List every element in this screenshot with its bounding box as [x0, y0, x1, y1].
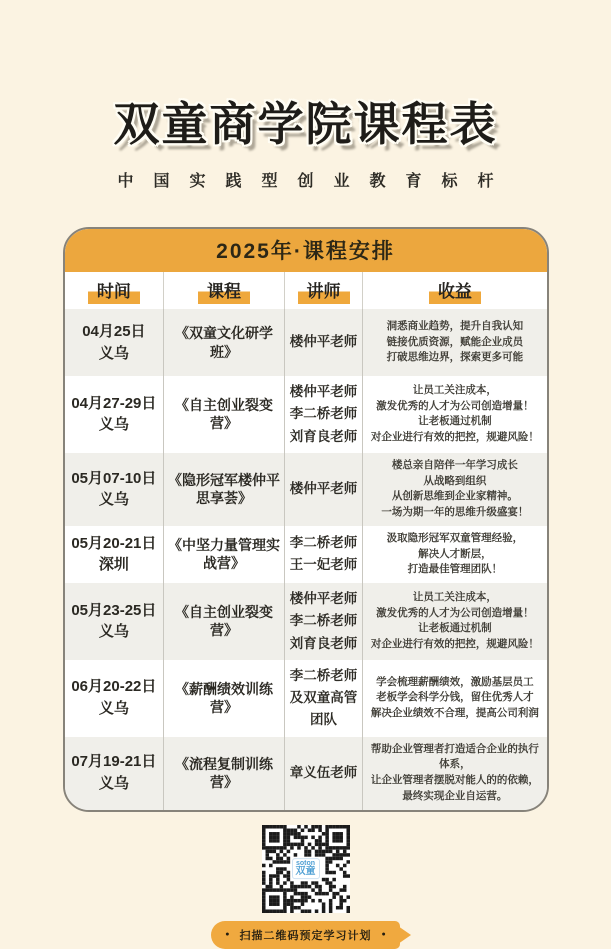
benefit-text: 最终实现企业自运营。 — [402, 789, 508, 802]
teacher-name: 楼仲平老师 — [289, 481, 358, 497]
time-text: 07月19-21日 — [71, 753, 157, 771]
time-text: 05月23-25日 — [71, 601, 157, 619]
benefit-text: 打破思维边界，探索更多可能 — [386, 351, 524, 364]
qr-center-logo — [292, 858, 320, 880]
teacher-name: 李二桥老师 — [289, 667, 358, 683]
benefit-text: 让员工关注成本， — [412, 590, 497, 603]
time-text: 义乌 — [98, 491, 129, 509]
column-header-teacher-label: 讲师 — [298, 277, 350, 305]
time-text: 04月25日 — [82, 322, 146, 340]
course-title: 《双童文化研学班》 — [175, 325, 274, 360]
course-cell — [164, 376, 285, 453]
benefit-cell — [363, 737, 546, 810]
benefit-text: 学会梳理薪酬绩效，激励基层员工 — [376, 675, 534, 688]
benefit-text: 对企业进行有效的把控，规避风险！ — [370, 638, 539, 651]
benefit-text: 楼总亲自陪伴一年学习成长 — [391, 458, 518, 471]
course-title: 《自主创业裂变营》 — [175, 397, 274, 432]
course-title: 《中坚力量管理实战营》 — [168, 537, 281, 572]
teacher-cell — [285, 583, 364, 660]
teacher-name: 楼仲平老师 — [289, 591, 358, 607]
time-text: 05月20-21日 — [71, 534, 157, 552]
teacher-cell — [285, 526, 364, 583]
footer-banner — [211, 921, 399, 949]
course-title: 《薪酬绩效训练营》 — [175, 681, 274, 716]
course-cell — [164, 526, 285, 583]
column-header-benefit-label: 收益 — [429, 277, 481, 305]
banner-left-dot: ● — [225, 931, 230, 939]
title-block — [0, 0, 611, 191]
time-text: 06月20-22日 — [71, 678, 157, 696]
column-header-course — [164, 272, 285, 309]
page-title: 双童商学院课程表 — [113, 98, 498, 150]
benefit-cell — [363, 583, 546, 660]
course-title: 《自主创业裂变营》 — [175, 604, 274, 639]
time-text: 义乌 — [98, 416, 129, 434]
benefit-text: 帮助企业管理者打造适合企业的执行体系， — [370, 742, 539, 771]
benefit-cell — [363, 660, 546, 737]
course-title: 《隐形冠军楼仲平思享荟》 — [168, 472, 281, 507]
banner-label: 扫描二维码预定学习计划 — [239, 929, 372, 942]
time-cell — [65, 583, 165, 660]
teacher-name: 李二桥老师 — [289, 535, 358, 551]
time-cell — [65, 453, 165, 526]
banner-arrow-icon — [398, 926, 411, 944]
benefit-cell — [363, 453, 546, 526]
benefit-text: 解决企业绩效不合理，提高公司利润 — [370, 707, 539, 720]
table-row — [65, 526, 547, 583]
schedule-card — [63, 227, 549, 812]
teacher-cell — [285, 453, 364, 526]
table-row — [65, 737, 547, 810]
time-cell — [65, 309, 165, 376]
course-cell — [164, 660, 285, 737]
time-text: 义乌 — [98, 775, 129, 793]
benefit-text: 让员工关注成本， — [412, 383, 497, 396]
teacher-cell — [285, 660, 364, 737]
column-header-teacher — [285, 272, 364, 309]
time-text: 深圳 — [98, 556, 129, 574]
teacher-name: 章义伍老师 — [289, 765, 358, 780]
teacher-name: 刘育良老师 — [289, 428, 358, 444]
course-cell — [164, 309, 285, 376]
benefit-text: 解决人才断层， — [418, 547, 492, 560]
benefit-text: 打造最佳管理团队！ — [407, 563, 503, 576]
teacher-name: 楼仲平老师 — [289, 384, 358, 399]
column-header-course-label: 课程 — [198, 277, 250, 305]
table-row — [65, 376, 547, 453]
teacher-cell — [285, 309, 364, 376]
time-cell — [65, 526, 165, 583]
benefit-text: 对企业进行有效的把控，规避风险！ — [370, 431, 539, 444]
benefit-text: 洞悉商业趋势，提升自我认知 — [386, 319, 524, 332]
teacher-name: 李二桥老师 — [289, 613, 358, 629]
qr-logo-text-shuangtong: 双童 — [295, 866, 316, 878]
table-row — [65, 309, 547, 376]
benefit-text: 让老板通过机制 — [418, 622, 492, 635]
benefit-cell — [363, 309, 546, 376]
table-row — [65, 583, 547, 660]
benefit-cell — [363, 376, 546, 453]
table-row — [65, 660, 547, 737]
column-header-row — [65, 272, 547, 309]
column-header-benefit — [363, 272, 546, 309]
course-title: 《流程复制训练营》 — [175, 755, 274, 791]
time-cell — [65, 660, 165, 737]
schedule-year-header: 2025年·课程安排 — [65, 229, 547, 272]
teacher-cell — [285, 737, 364, 810]
course-cell — [164, 583, 285, 660]
benefit-text: 汲取隐形冠军双童管理经验， — [386, 531, 524, 544]
teacher-name: 刘育良老师 — [289, 635, 358, 651]
benefit-text: 从创新思维到企业家精神。 — [391, 490, 518, 503]
benefit-text: 让老板通过机制 — [418, 415, 492, 428]
time-text: 04月27-29日 — [71, 394, 157, 412]
time-text: 义乌 — [98, 700, 129, 718]
benefit-text: 链接优质资源，赋能企业成员 — [386, 335, 524, 348]
banner-right-dot: ● — [381, 931, 386, 939]
teacher-name: 楼仲平老师 — [289, 334, 358, 350]
benefit-cell — [363, 526, 546, 583]
time-text: 义乌 — [98, 623, 129, 641]
benefit-text: 从战略到组织 — [423, 474, 487, 487]
time-text: 05月07-10日 — [71, 469, 157, 487]
time-cell — [65, 376, 165, 453]
column-header-time — [65, 272, 165, 309]
footer-banner-wrap — [0, 921, 611, 949]
qr-code — [262, 825, 350, 913]
teacher-cell — [285, 376, 364, 453]
teacher-name: 及双童高管团队 — [289, 690, 358, 728]
benefit-text: 一场为期一年的思维升级盛宴！ — [381, 506, 529, 519]
benefit-text: 激发优秀的人才为公司创造增量！ — [376, 606, 534, 619]
table-row — [65, 453, 547, 526]
benefit-text: 让企业管理者摆脱对能人的的依赖， — [370, 774, 539, 787]
course-cell — [164, 453, 285, 526]
teacher-name: 李二桥老师 — [289, 406, 358, 422]
teacher-name: 王一妃老师 — [289, 557, 358, 573]
time-cell — [65, 737, 165, 810]
schedule-rows — [65, 309, 547, 810]
benefit-text: 激发优秀的人才为公司创造增量！ — [376, 399, 534, 412]
qr-logo-text-soton: soton — [295, 859, 316, 867]
time-text: 义乌 — [98, 344, 129, 362]
column-header-time-label: 时间 — [88, 277, 140, 305]
benefit-text: 老板学会科学分钱，留住优秀人才 — [376, 691, 534, 704]
page-subtitle: 中国实践型创业教育标杆 — [117, 173, 514, 190]
course-cell — [164, 737, 285, 810]
